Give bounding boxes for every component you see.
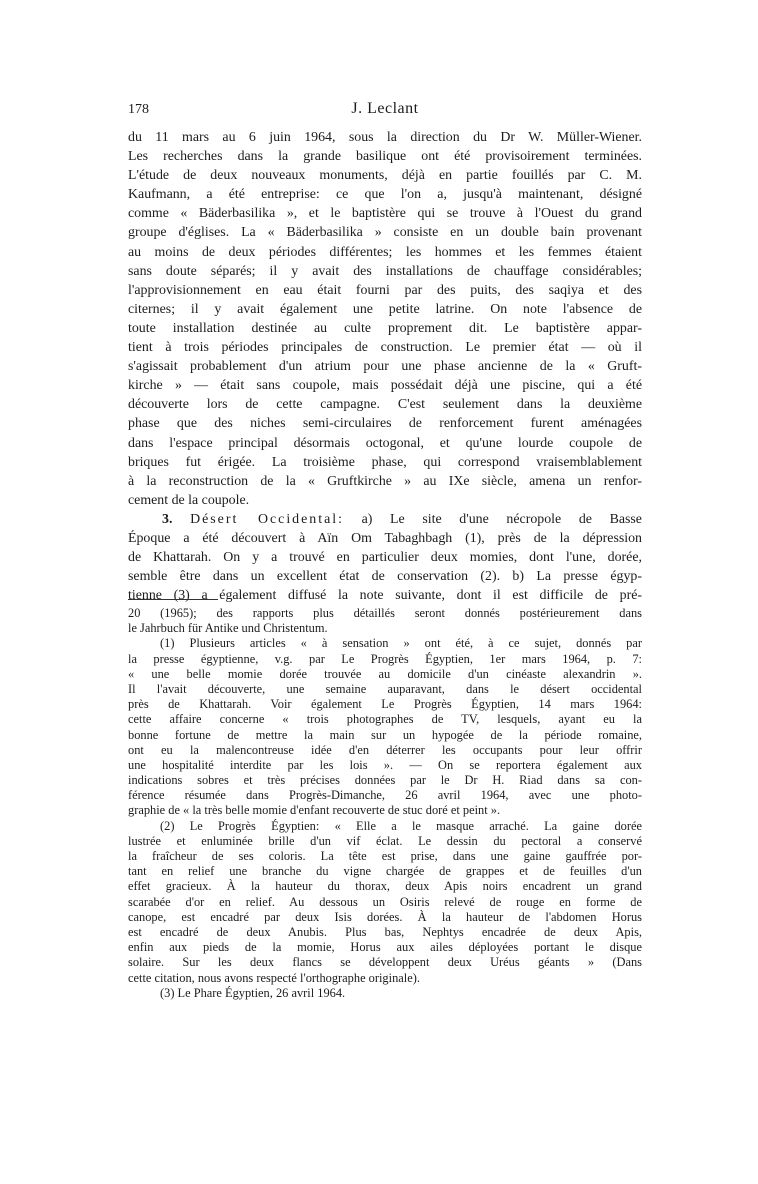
running-author: J. Leclant xyxy=(351,100,419,117)
footnote-line: (3) Le Phare Égyptien, 26 avril 1964. xyxy=(160,985,346,1000)
body-line: Les recherches dans la grande basilique ont été provisoirement terminées. xyxy=(128,149,642,165)
body-line: de Khattarah. On y a trouvé en particulier deux momies, dont l'une, dorée, xyxy=(128,550,642,566)
body-line: toute installation destinée au culte proprement dit. Le baptistère appar- xyxy=(128,320,642,336)
footnote-line: canope, est encadré par deux Isis dorées. À la hauteur de l'abdomen Horus xyxy=(128,909,642,924)
footnote-line: le Jahrbuch für Antike und Christentum. xyxy=(128,621,328,636)
footnote-line: « une belle momie dorée trouvée au domicile d'un cinéaste alexandrin ». xyxy=(128,666,642,681)
footnotes xyxy=(128,606,642,1001)
body-line: semble être dans un excellent état de conservation (2). b) La presse égyp- xyxy=(128,569,642,585)
footnote-line: scarabée d'or en relief. Au dessous un Osiris relevé de rouge en forme de xyxy=(128,894,642,909)
running-header xyxy=(128,100,642,122)
footnote-line: indications sobres et très précises données par le Dr H. Riad dans sa con- xyxy=(128,773,642,788)
footnote-line: cette citation, nous avons respecté l'orthographe originale). xyxy=(128,970,420,985)
body-line: Kaufmann, a été entreprise: ce que l'on a, jusqu'à maintenant, désigné xyxy=(128,187,642,203)
body-line: l'approvisionnement en eau était fourni par des puits, des saqiya et des xyxy=(128,282,642,298)
body-text xyxy=(128,128,642,605)
body-line: à la reconstruction de la « Gruftkirche » au IXe siècle, amena un renfor- xyxy=(128,473,642,489)
footnote-line: (2) Le Progrès Égyptien: « Elle a le masque arraché. La gaine dorée xyxy=(160,818,642,833)
footnote-line: solaire. Sur les deux flancs se développent deux Uréus géants » (Dans xyxy=(128,955,642,970)
body-line: groupe d'églises. La « Bäderbasilika » consiste en un double bain provenant xyxy=(128,225,642,241)
footnote-line: près de Khattarah. Voir également Le Progrès Égyptien, 14 mars 1964: xyxy=(128,697,642,712)
footnote-line: cette affaire concerne « trois photographes de TV, lesquels, ayant eu la xyxy=(128,712,642,727)
footnote-line: bonne fortune de mettre la main sur un hypogée de la période romaine, xyxy=(128,727,642,742)
section-3-first-line xyxy=(128,510,642,529)
body-line: découverte lors de cette campagne. C'est seulement dans la deuxième xyxy=(128,397,642,413)
section-number: 3. xyxy=(162,511,173,527)
body-line: comme « Bäderbasilika », et le baptistère qui se trouve à l'Ouest du grand xyxy=(128,206,642,222)
body-line: phase que des niches semi-circulaires de renforcement furent aménagées xyxy=(128,416,642,432)
footnote-line: 20 (1965); des rapports plus détaillés seront donnés postérieurement dans xyxy=(128,606,642,620)
footnote-separator xyxy=(128,599,218,600)
footnote-line: la fraîcheur de ses coloris. La tête est prise, dans une gaine gauffrée por- xyxy=(128,849,642,863)
footnote-line: une hospitalité interdite par les lois ». — On se reportera également aux xyxy=(128,757,642,772)
footnote-line: lustrée et enluminée brille d'un vif éclat. Le dessin du pectoral a conservé xyxy=(128,833,642,848)
footnote-line: férence résumée dans Progrès-Dimanche, 26 avril 1964, avec une photo- xyxy=(128,788,642,803)
section-heading: Désert Occidental: xyxy=(190,511,344,527)
footnote-line: Il l'avait découverte, une semaine auparavant, dans le désert occidental xyxy=(128,681,642,696)
footnote-line: graphie de « la très belle momie d'enfant recouverte de stuc doré et peint ». xyxy=(128,803,501,818)
body-line: kirche » — était sans coupole, mais possédait déjà une piscine, qui a été xyxy=(128,378,642,394)
body-line: au moins de deux périodes différentes; les hommes et les femmes étaient xyxy=(128,244,642,260)
footnote-line: est encadré de deux Anubis. Plus bas, Nephtys encadrée de deux Apis, xyxy=(128,924,642,939)
page-number: 178 xyxy=(128,102,149,117)
body-line: tient à trois périodes principales de construction. Le premier état — où il xyxy=(128,340,642,356)
section-line-text: a) Le site d'une nécropole de Basse xyxy=(361,511,642,527)
body-line: du 11 mars au 6 juin 1964, sous la direction du Dr W. Müller-Wiener. xyxy=(128,130,642,145)
body-line: tienne (3) a également diffusé la note suivante, dont il est difficile de pré- xyxy=(128,588,642,604)
footnote-line: la presse égyptienne, v.g. par Le Progrès Égyptien, 1er mars 1964, p. 7: xyxy=(128,651,642,666)
footnote-line: enfin aux pieds de la momie, Horus aux ailes déployées portant le disque xyxy=(128,940,642,955)
body-line: s'agissait probablement d'un atrium pour une phase ancienne de la « Gruft- xyxy=(128,359,642,375)
body-line: Époque a été découvert à Aïn Om Tabaghbagh (1), près de la dépression xyxy=(128,530,642,546)
body-line: sans doute séparés; il y avait des installations de chauffage considérables; xyxy=(128,263,642,279)
body-line: citernes; il y avait également une petite latrine. On note l'absence de xyxy=(128,301,642,317)
footnote-line: (1) Plusieurs articles « à sensation » ont été, à ce sujet, donnés par xyxy=(160,636,642,651)
footnote-line: tant en relief une branche du vigne chargée de grappes et de feuilles d'un xyxy=(128,864,642,879)
body-line: dans l'espace principal désormais octogonal, et qu'une lourde coupole de xyxy=(128,435,642,451)
footnote-line: effet gracieux. À la hauteur du thorax, deux Apis noirs encadrent un grand xyxy=(128,879,642,894)
footnote-line: ont eu la malencontreuse idée d'en déterrer les occupants pour leur offrir xyxy=(128,742,642,757)
body-line: cement de la coupole. xyxy=(128,492,250,508)
body-line: L'étude de deux nouveaux monuments, déjà en partie fouillés par C. M. xyxy=(128,168,642,184)
body-line: briques fut érigée. La troisième phase, qui correspond vraisemblablement xyxy=(128,454,642,470)
